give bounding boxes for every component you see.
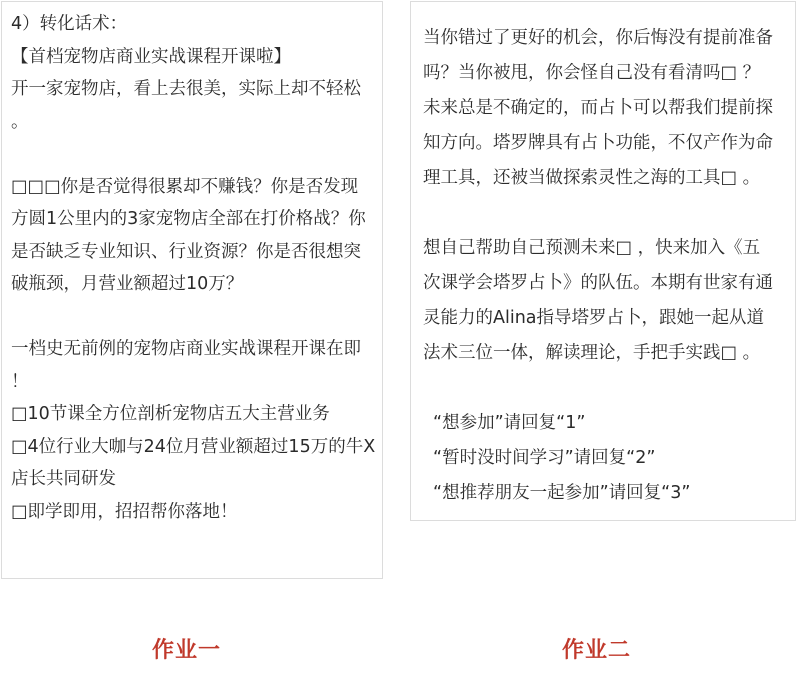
reply-option-1: “想参加”请回复“1” bbox=[433, 413, 586, 433]
blank-line bbox=[11, 301, 376, 334]
text-line: 灵能力的Alina指导塔罗占卜，跟她一起从道 bbox=[423, 308, 765, 328]
blank-line bbox=[423, 196, 789, 231]
text-line: 法术三位一体，解读理论，手把手实践□ 。 bbox=[423, 343, 761, 363]
text-line: 理工具，还被当做探索灵性之海的工具□ 。 bbox=[423, 168, 761, 188]
text-line: □10节课全方位剖析宠物店五大主营业务 bbox=[11, 404, 330, 424]
text-line: 破瓶颈，月营业额超过10万？ bbox=[11, 274, 244, 294]
text-line: ！ bbox=[11, 371, 29, 392]
assignment-two-caption: 作业二 bbox=[562, 638, 632, 663]
text-line: 开一家宠物店，看上去很美，实际上却不轻松 bbox=[11, 79, 361, 99]
assignment-two-card bbox=[410, 1, 796, 521]
text-line: 知方向。塔罗牌具有占卜功能，不仅产作为命 bbox=[423, 133, 773, 153]
text-line: 是否缺乏专业知识、行业资源？你是否很想突 bbox=[11, 241, 361, 262]
text-line: 次课学会塔罗占卜》的队伍。本期有世家有通 bbox=[423, 273, 773, 293]
text-line: □即学即用，招招帮你落地！ bbox=[11, 501, 238, 522]
assignment-one-caption: 作业一 bbox=[152, 638, 222, 663]
reply-option-2: “暂时没时间学习”请回复“2” bbox=[433, 448, 656, 468]
text-line: 【首档宠物店商业实战课程开课啦】 bbox=[11, 46, 291, 67]
text-line: 当你错过了更好的机会，你后悔没有提前准备 bbox=[423, 28, 773, 48]
assignment-one-card bbox=[1, 1, 383, 579]
blank-line bbox=[423, 371, 789, 406]
text-line: □□□你是否觉得很累却不赚钱？你是否发现 bbox=[11, 176, 359, 197]
text-line: 方圆1公里内的3家宠物店全部在打价格战？你 bbox=[11, 209, 366, 229]
text-line: □4位行业大咖与24位月营业额超过15万的牛X bbox=[11, 436, 376, 457]
text-line: 店长共同研发 bbox=[11, 469, 116, 489]
text-line: 想自己帮助自己预测未来□ ，快来加入《五 bbox=[423, 238, 761, 258]
text-line: 4）转化话术： bbox=[11, 14, 128, 34]
reply-option-3: “想推荐朋友一起参加”请回复“3” bbox=[433, 483, 691, 503]
text-line: 吗？当你被甩，你会怪自己没有看清吗□ ？ bbox=[423, 63, 761, 83]
text-line: 未来总是不确定的，而占卜可以帮我们提前探 bbox=[423, 98, 773, 118]
blank-line bbox=[11, 138, 376, 171]
text-line: 一档史无前例的宠物店商业实战课程开课在即 bbox=[11, 339, 361, 359]
text-line: 。 bbox=[11, 111, 29, 132]
